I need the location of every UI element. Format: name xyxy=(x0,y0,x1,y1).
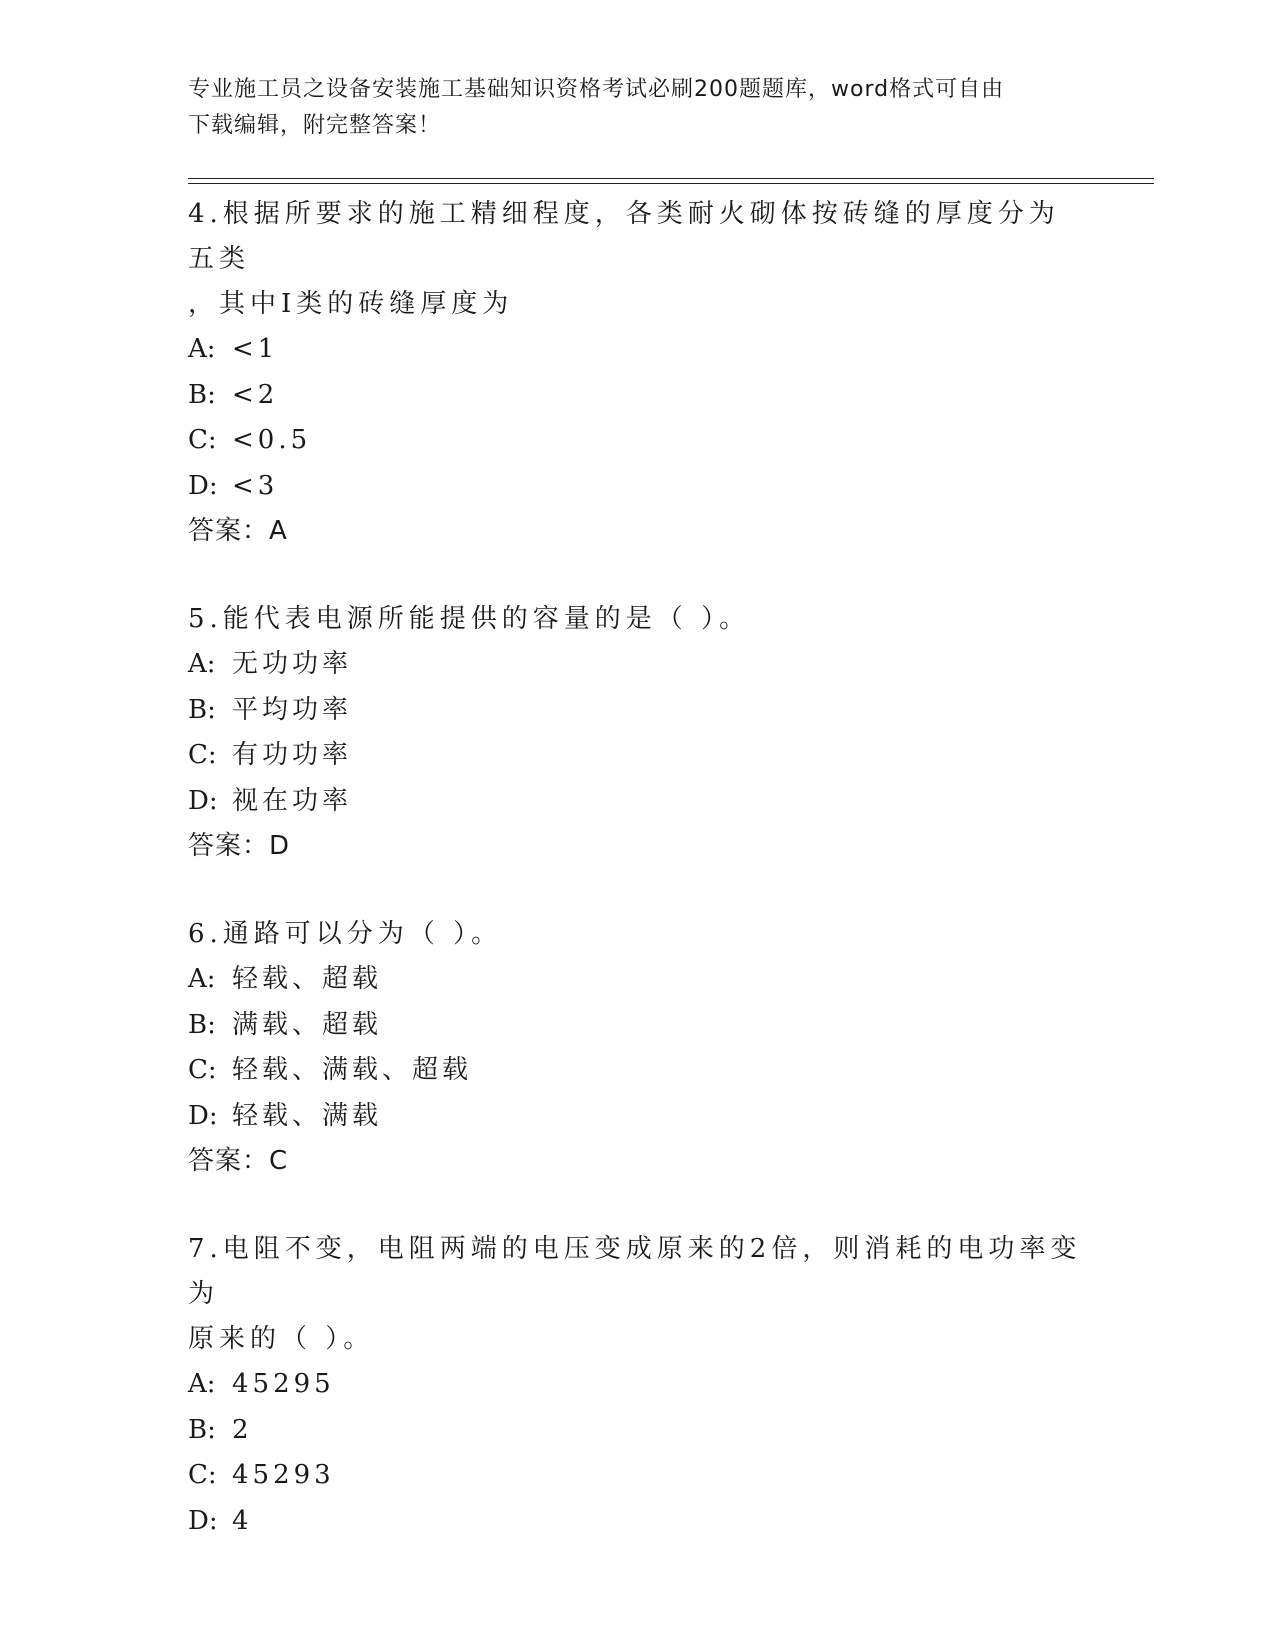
option-b xyxy=(188,1003,1088,1049)
option-c xyxy=(188,1453,1088,1499)
answer: 答案：C xyxy=(188,1146,289,1176)
question-7 xyxy=(188,1225,1088,1544)
question-title-line-2: ，其中Ⅰ类的砖缝厚度为 xyxy=(188,289,514,319)
question-title-line-1: 4.根据所要求的施工精细程度，各类耐火砌体按砖缝的厚度分为五类 xyxy=(188,199,1060,274)
question-4 xyxy=(188,190,1088,553)
option-d xyxy=(188,779,1088,825)
option-text: 无功功率 xyxy=(232,649,353,679)
option-letter: A: xyxy=(188,964,216,994)
option-text: 45293 xyxy=(232,1460,335,1490)
option-letter: C: xyxy=(188,1055,217,1085)
option-letter: D: xyxy=(188,1100,218,1131)
option-d xyxy=(188,464,1088,510)
header-line-1: 专业施工员之设备安装施工基础知识资格考试必刷200题题库，word格式可自由 xyxy=(188,77,1005,102)
option-a xyxy=(188,642,1088,688)
question-title-line-2: 原来的（ ）。 xyxy=(188,1324,375,1354)
option-b xyxy=(188,373,1088,419)
option-text: 平均功率 xyxy=(232,694,353,725)
option-b xyxy=(188,688,1088,734)
header-line-2: 下载编辑，附完整答案！ xyxy=(188,113,442,138)
option-letter: B: xyxy=(188,1009,216,1040)
option-letter: D: xyxy=(188,1505,218,1536)
option-letter: D: xyxy=(188,785,218,816)
header-divider-bottom xyxy=(188,183,1154,184)
option-text: 轻载、超载 xyxy=(232,964,383,994)
option-letter: A: xyxy=(188,334,216,364)
answer: 答案：D xyxy=(188,831,291,861)
question-5 xyxy=(188,595,1088,868)
option-d xyxy=(188,1094,1088,1140)
option-text: 轻载、满载 xyxy=(232,1100,383,1131)
option-text: 视在功率 xyxy=(232,785,353,816)
option-b xyxy=(188,1408,1088,1454)
option-d xyxy=(188,1499,1088,1545)
option-letter: C: xyxy=(188,1460,217,1490)
option-text: <3 xyxy=(232,470,279,501)
option-text: 4 xyxy=(232,1505,253,1536)
question-title-line-1: 5.能代表电源所能提供的容量的是（ ）。 xyxy=(188,604,751,634)
option-letter: C: xyxy=(188,740,217,770)
option-text: <0.5 xyxy=(232,425,312,455)
option-letter: C: xyxy=(188,425,217,455)
option-letter: B: xyxy=(188,1414,216,1445)
option-text: <1 xyxy=(232,334,279,364)
option-text: 轻载、满载、超载 xyxy=(232,1055,473,1085)
question-title-line-1: 7.电阻不变，电阻两端的电压变成原来的2倍，则消耗的电功率变为 xyxy=(188,1234,1082,1309)
question-list xyxy=(188,190,1088,1544)
option-text: 2 xyxy=(232,1414,253,1445)
option-text: 有功功率 xyxy=(232,740,353,770)
question-title xyxy=(188,190,1088,327)
option-text: <2 xyxy=(232,379,279,410)
answer: 答案：A xyxy=(188,516,288,546)
option-text: 满载、超载 xyxy=(232,1009,383,1040)
question-title xyxy=(188,595,1088,642)
option-a xyxy=(188,1362,1088,1408)
option-letter: B: xyxy=(188,694,216,725)
option-c xyxy=(188,1048,1088,1094)
question-title xyxy=(188,1225,1088,1362)
option-letter: D: xyxy=(188,470,218,501)
option-text: 45295 xyxy=(232,1369,335,1399)
option-a xyxy=(188,957,1088,1003)
option-c xyxy=(188,418,1088,464)
option-letter: A: xyxy=(188,649,216,679)
question-title xyxy=(188,910,1088,957)
option-letter: B: xyxy=(188,379,216,410)
question-6 xyxy=(188,910,1088,1183)
option-letter: A: xyxy=(188,1369,216,1399)
option-a xyxy=(188,327,1088,373)
option-c xyxy=(188,733,1088,779)
document-header xyxy=(188,72,1088,144)
question-title-line-1: 6.通路可以分为（ ）。 xyxy=(188,919,503,949)
header-divider-top xyxy=(188,178,1154,179)
